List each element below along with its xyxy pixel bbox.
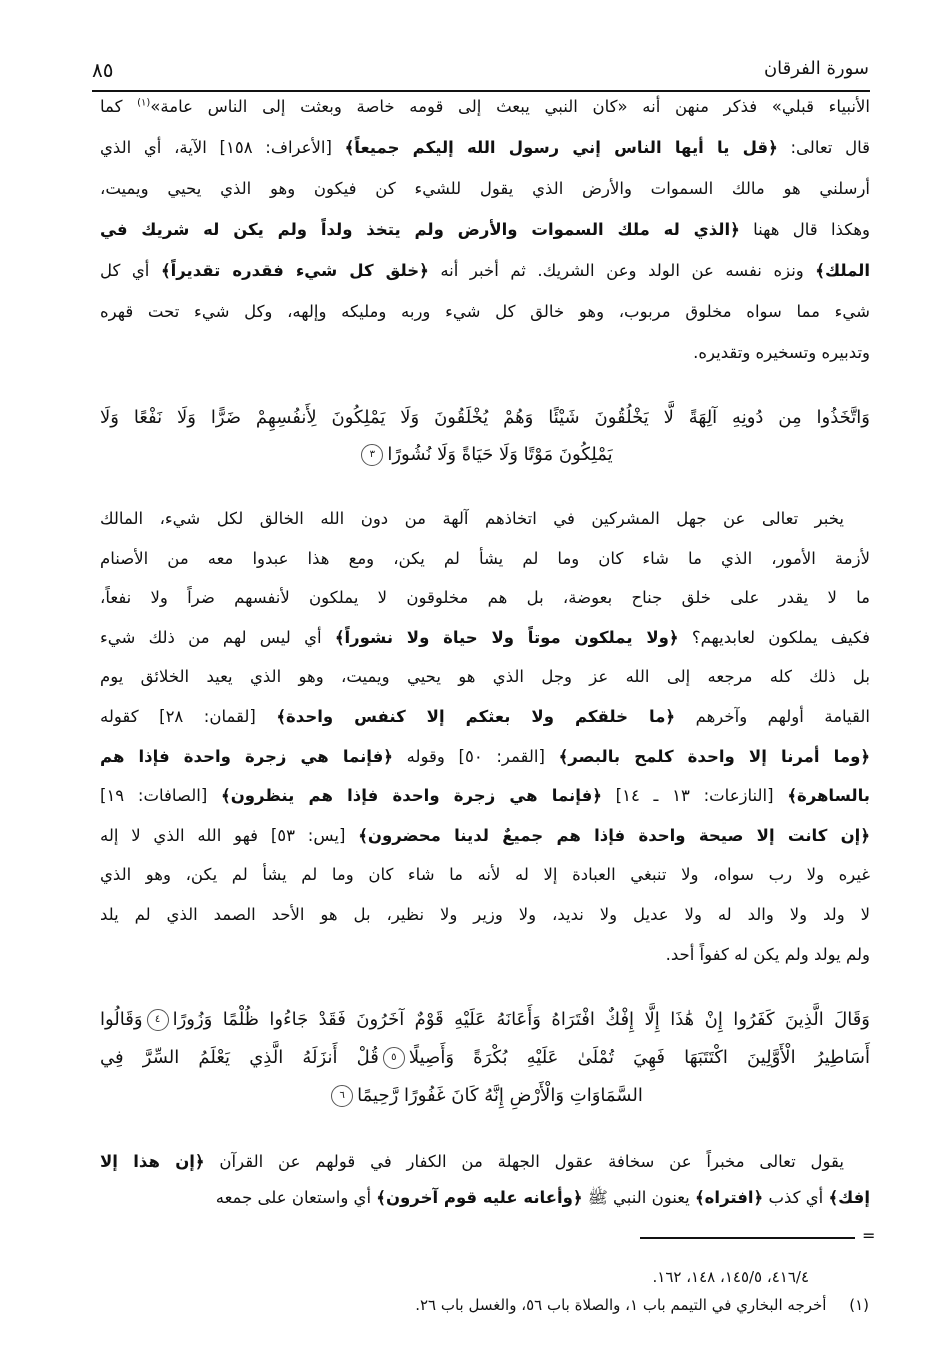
text-segment: كما	[100, 97, 138, 116]
text-line	[100, 1085, 870, 1107]
text-segment: قُلْ أَنزَلَهُ الَّذِي يَعْلَمُ السِّرَّ فِي	[100, 1047, 379, 1068]
text-segment: أي ليس لهم من ذلك شيء	[100, 627, 335, 647]
text-segment: أي كذب	[763, 1188, 829, 1207]
text-line	[100, 588, 870, 607]
text-segment: شيء مما سواه مخلوق مربوب، وهو خالق كل شيء وربه ومليكه وإلهه، وكل شيء تحت قهره	[100, 302, 870, 321]
text-segment: وهكذا قال ههنا	[739, 220, 870, 239]
text-segment: أرسلني هو مالك السموات والأرض الذي يقول للشيء كن فيكون وهو الذي يحيي ويميت،	[100, 179, 870, 198]
text-line	[100, 667, 870, 686]
footnote-number: (١)	[849, 1296, 869, 1314]
text-segment: يقول تعالى مخبراً عن سخافة عقول الجهلة من الكفار في قولهم عن القرآن	[204, 1152, 844, 1171]
header-rule	[92, 90, 870, 92]
text-line	[100, 786, 870, 805]
footnote-rule	[640, 1237, 855, 1239]
text-line	[100, 905, 870, 924]
verse-number-marker: ٦	[331, 1085, 353, 1107]
footnote-text: أخرجه البخاري في التيمم باب ١، والصلاة باب ٥٦، والغسل باب ٢٦.	[415, 1296, 827, 1314]
text-segment: أي واستعان على جمعه	[215, 1188, 377, 1207]
text-line	[100, 1152, 870, 1171]
text-segment: [يس: ٥٣] فهو الله الذي لا إله	[100, 825, 359, 845]
quoted-quran-text: الملك﴾	[815, 261, 870, 280]
page-number: ٨٥	[92, 58, 114, 82]
quoted-quran-text: ﴿إن كانت إلا صيحة واحدة فإذا هم جميعٌ لدينا محضرون﴾	[358, 825, 871, 845]
text-segment: وَاتَّخَذُوا مِن دُونِهِ آلِهَةً لَّا يَخْلُقُونَ شَيْئًا وَهُمْ يُخْلَقُونَ وَلَا يَمْلِكُونَ لِأَنفُسِهِمْ ضَرًّا وَلَا نَفْعًا وَلَا	[100, 407, 870, 428]
text-segment: [القمر: ٥٠] وقوله	[392, 746, 559, 766]
text-line	[100, 826, 870, 845]
text-segment: [النازعات: ١٣ ـ ١٤]	[601, 786, 788, 806]
quoted-quran-text: ﴿الذي له ملك السموات والأرض ولم يتخذ ولداً ولم يكن له شريك في	[100, 220, 740, 239]
text-segment: ولم يولد ولم يكن له كفواً أحد.	[665, 944, 870, 964]
surah-title: سورة الفرقان	[763, 58, 869, 79]
quoted-quran-text: ﴿قل يا أيها الناس إني رسول الله إليكم جميعاً﴾	[344, 138, 778, 157]
text-segment: أَسَاطِيرُ الْأَوَّلِينَ اكْتَتَبَهَا فَهِيَ تُمْلَىٰ عَلَيْهِ بُكْرَةً وَأَصِيلًا	[408, 1047, 870, 1068]
text-line	[100, 945, 870, 964]
text-line	[100, 1047, 870, 1069]
text-line	[100, 444, 870, 466]
text-line	[100, 302, 870, 321]
text-line	[100, 407, 870, 428]
text-segment: [الصافات: ١٩]	[100, 786, 222, 806]
quoted-quran-text: ﴿إن هذا إلا	[100, 1152, 205, 1171]
text-segment: وتدبيره وتسخيره وتقديره.	[693, 343, 870, 362]
text-segment: لا ولد ولا والد له ولا عديل ولا نديد، ولا وزير ولا نظير، بل هو الأحد الصمد الذي لم يلد	[100, 905, 870, 924]
quoted-quran-text: ﴿وما أمرنا إلا واحدة كلمح بالبصر﴾	[558, 746, 871, 766]
text-line	[100, 628, 870, 647]
footnote-1	[415, 1296, 869, 1314]
footnote-continuation: ٤١٦/٤، ١٤٥/٥، ١٤٨، ١٦٢.	[652, 1268, 809, 1286]
quoted-quran-text: ﴿افتراه﴾	[695, 1188, 764, 1207]
text-line	[100, 220, 870, 239]
text-segment: غيره ولا رب سواه، ولا تنبغي العبادة إلا له لأنه ما شاء كان وما لم يشأ لم يكن، وهو الذي	[100, 865, 870, 885]
text-line	[100, 865, 870, 884]
text-segment: يعنون النبي ﷺ	[582, 1188, 695, 1207]
text-segment: بل ذلك كله مرجعه إلى الله عز وجل الذي هو يحيي ويميت، وهو الذي يعيد الخلائق يوم	[100, 667, 870, 687]
verse-number-marker: ٤	[147, 1009, 169, 1031]
quoted-quran-text: إفك﴾	[828, 1188, 870, 1207]
text-segment: السَّمَاوَاتِ وَالْأَرْضِ إِنَّهُ كَانَ غَفُورًا رَّحِيمًا	[357, 1085, 643, 1106]
text-segment: قال تعالى:	[777, 138, 870, 157]
text-segment: القيامة أولهم وآخرهم	[675, 707, 870, 726]
text-segment: [لقمان: ٢٨] كقوله	[100, 707, 277, 726]
text-line	[100, 261, 870, 280]
text-segment: يخبر تعالى عن جهل المشركين في اتخاذهم آلهة من دون الله الخالق لكل شيء، المالك	[100, 509, 844, 528]
quoted-quran-text: ﴿وأعانه عليه قوم آخرون﴾	[376, 1188, 583, 1207]
text-segment: لأزمة الأمور، الذي ما شاء كان وما لم يشأ لم يكن، ومع هذا عبدوا معه من الأصنام	[100, 548, 870, 568]
text-line	[100, 179, 870, 198]
text-segment: ما لا يقدر على خلق جناح بعوضة، بل هم مخلوقون لا يملكون لأنفسهم ضراً ولا نفعاً،	[100, 588, 870, 608]
quoted-quran-text: ﴿فإنما هي زجرة واحدة فإذا هم	[100, 746, 393, 766]
text-segment: وَقَالَ الَّذِينَ كَفَرُوا إِنْ هَٰذَا إِلَّا إِفْكٌ افْتَرَاهُ وَأَعَانَهُ عَلَيْهِ قَوْمٌ آخَرُونَ فَقَدْ جَاءُوا ظُلْمًا وَزُورًا	[172, 1009, 870, 1030]
text-segment: أي كل	[100, 261, 161, 280]
verse-number-marker: ٥	[383, 1047, 405, 1069]
footnote-continuation-marker: =	[862, 1226, 876, 1245]
text-segment: وَقَالُوا	[100, 1009, 143, 1030]
text-line	[100, 707, 870, 726]
text-line	[100, 549, 870, 568]
text-line	[100, 97, 870, 116]
text-segment: [الأعراف: ١٥٨] الآية، أي الذي	[100, 138, 345, 157]
quoted-quran-text: ﴿ما خلقكم ولا بعثكم إلا كنفس واحدة﴾	[276, 707, 676, 726]
text-line	[100, 1188, 870, 1212]
quoted-quran-text: ﴿فإنما هي زجرة واحدة فإذا هم ينظرون﴾	[221, 786, 602, 806]
text-line	[100, 138, 870, 157]
quoted-quran-text: ﴿ولا يملكون موتاً ولا حياة ولا نشوراً﴾	[334, 627, 679, 647]
text-segment: فكيف يملكون لعابديهم؟	[678, 627, 870, 647]
text-segment: يَمْلِكُونَ مَوْتًا وَلَا حَيَاةً وَلَا نُشُورًا	[387, 444, 613, 465]
text-line	[100, 1009, 870, 1031]
quoted-quran-text: بالساهرة﴾	[787, 786, 870, 806]
quoted-quran-text: ﴿خلق كل شيء فقدره تقديراً﴾	[160, 261, 429, 280]
text-segment: الأنبياء قبلي» فذكر منهن أنه «كان النبي يبعث إلى قومه خاصة وبعثت إلى الناس عامة»	[150, 97, 870, 116]
verse-number-marker: ٣	[361, 444, 383, 466]
text-line	[100, 343, 870, 362]
footnote-reference: (١)	[137, 97, 151, 109]
text-line	[100, 747, 870, 766]
text-segment: ونزه نفسه عن الولد وعن الشريك. ثم أخبر أنه	[428, 261, 816, 280]
text-line	[100, 509, 870, 528]
